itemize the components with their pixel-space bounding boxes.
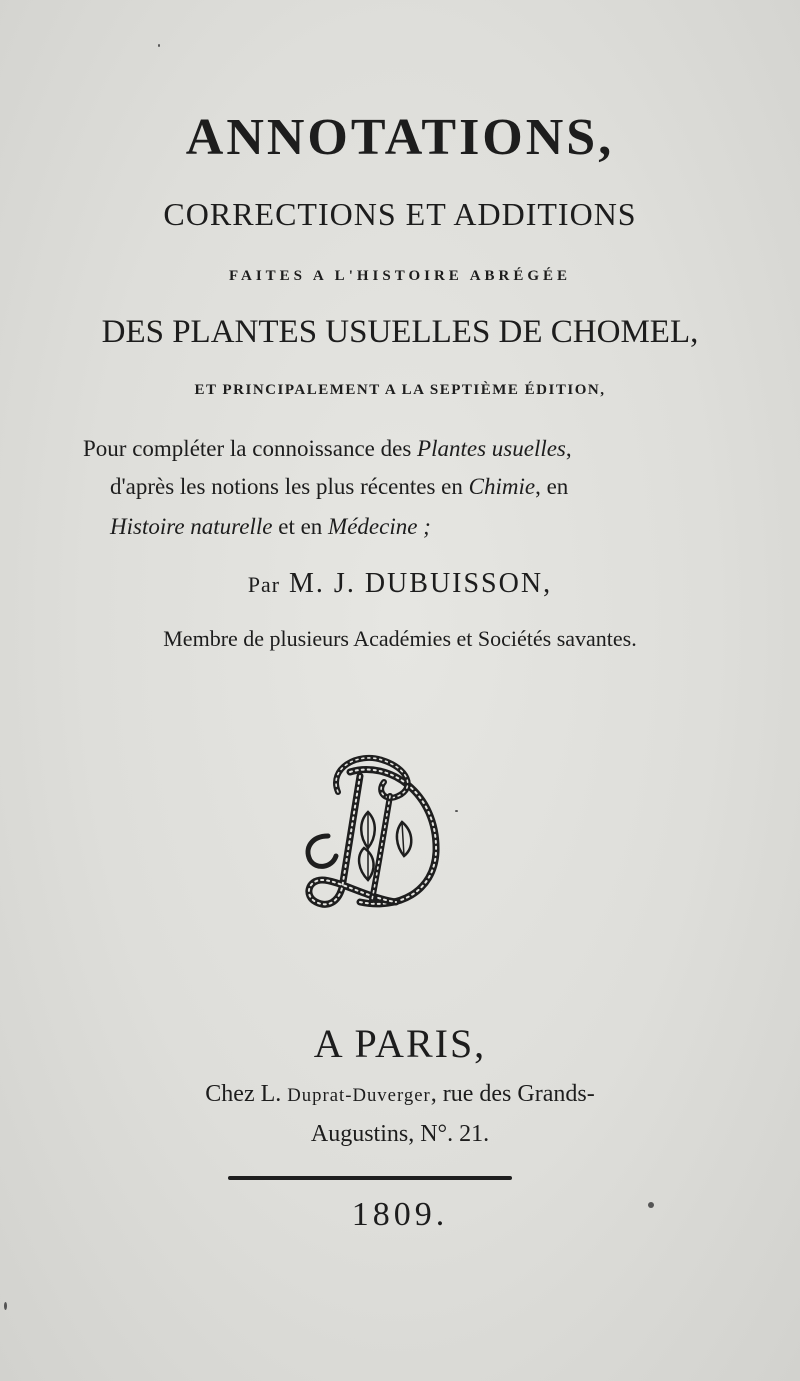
book-subtitle: CORRECTIONS ET ADDITIONS (163, 196, 637, 232)
description-italic: Histoire naturelle (110, 514, 273, 539)
description-text: , (565, 436, 572, 461)
paper-speck (455, 810, 458, 812)
author-name: M. J. DUBUISSON, (280, 568, 553, 599)
description-text: , en (535, 474, 569, 499)
imprint-address: Augustins, N°. 21. (310, 1121, 490, 1147)
description-italic: Plantes usuelles (417, 436, 566, 461)
subtitle-line-4: DES PLANTES USUELLES DE CHOMEL, (101, 314, 699, 350)
description-text: et en (272, 514, 329, 539)
description-italic: Chimie (468, 474, 536, 499)
subtitle-line-5: ET PRINCIPALEMENT A LA SEPTIÈME ÉDITION, (194, 382, 606, 398)
paper-speck (4, 1302, 7, 1310)
subtitle-line-3: FAITES A L'HISTOIRE ABRÉGÉE (228, 268, 572, 284)
author-role: Membre de plusieurs Académies et Sociétés savantes. (163, 626, 637, 651)
description-line-3 (110, 514, 670, 540)
monogram-ornament-icon (298, 752, 446, 916)
description-text: d'après les notions les plus récentes en (110, 474, 469, 499)
imprint-publisher (0, 1081, 800, 1108)
imprint-text: Chez L. (205, 1081, 288, 1107)
book-title: ANNOTATIONS, (185, 109, 615, 166)
imprint-city: A PARIS, (313, 1021, 487, 1066)
author-prefix: Par (247, 573, 281, 597)
imprint-text: , rue des Grands- (430, 1081, 595, 1107)
publication-year: 1809. (351, 1196, 449, 1233)
description-line-2 (110, 474, 670, 500)
paper-speck (158, 44, 160, 47)
description-text: Pour compléter la connoissance des (83, 436, 418, 461)
divider-rule (228, 1176, 512, 1180)
publisher-name: Duprat-Duverger (287, 1085, 431, 1106)
paper-speck (648, 1202, 654, 1208)
description-line-1 (83, 436, 663, 462)
author-line (0, 568, 800, 600)
description-italic: Médecine ; (328, 514, 431, 539)
